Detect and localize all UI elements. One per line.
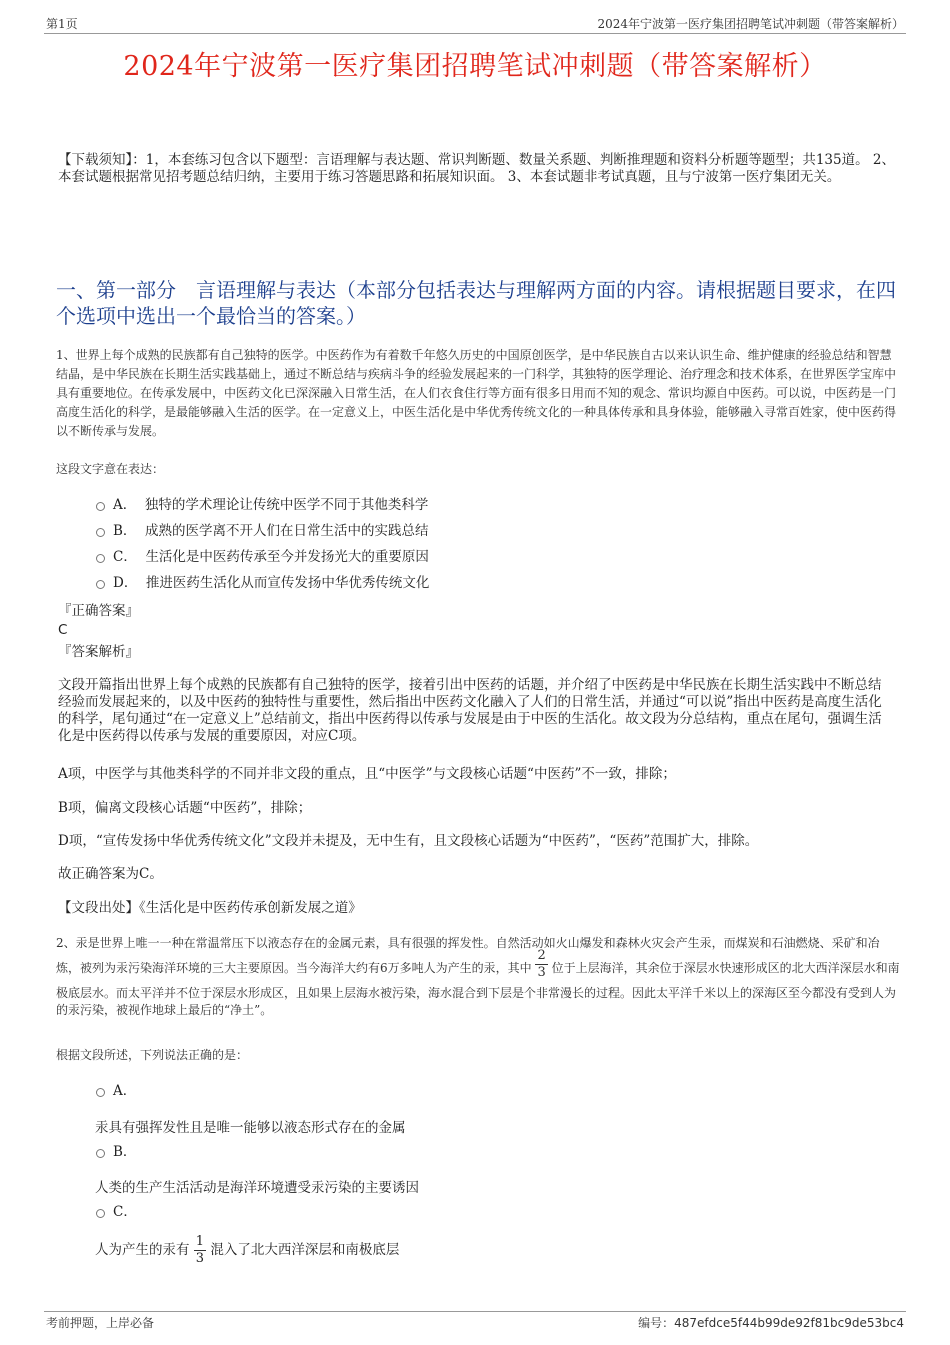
answer-value: C xyxy=(58,622,68,638)
download-notice: 【下载须知】：1，本套练习包含以下题型：言语理解与表达题、常识判断题、数量关系题、判断推理题和资料分析题等题型；共135道。 2、本套试题根据常见招考题总结归纳，主要用于练习答题思路和拓展知识面。 3、本套试题非考试真题，且与宁波第一医疗集团无关。 xyxy=(58,152,895,185)
option-text: 生活化是中医药传承至今并发扬光大的重要原因 xyxy=(145,549,429,565)
option-label: D． xyxy=(113,575,138,591)
option-text: 独特的学术理论让传统中医学不同于其他类科学 xyxy=(144,497,429,513)
fraction-numerator: 2 xyxy=(537,948,546,963)
q1-option-b[interactable] xyxy=(96,523,429,540)
option-label: A． xyxy=(113,1083,137,1099)
option-label: C． xyxy=(113,1204,137,1220)
q2-text-part-b: 位于上层海洋，其余位于深层水快速形成区的北大西洋深层水和南极底层水。而太平洋并不位于深层水形成区，且如果上层海水被污染，海水混合到下层是个非常漫长的过程。因此太平洋千米以上的深海区至今都没有受到人为的汞污染，被视作地球上最后的“净土”。 xyxy=(56,961,900,1017)
question-1-prompt: 这段文字意在表达： xyxy=(56,462,165,476)
radio-icon[interactable] xyxy=(96,1209,105,1218)
q2-option-b-text: 人类的生产生活活动是海洋环境遭受汞污染的主要诱因 xyxy=(95,1180,419,1196)
q2-option-b[interactable] xyxy=(96,1144,136,1161)
radio-icon[interactable] xyxy=(96,554,105,563)
fraction xyxy=(194,1234,206,1267)
footer-slogan: 考前押题，上岸必备 xyxy=(46,1316,155,1330)
option-label: B． xyxy=(113,523,137,539)
q1-option-d[interactable] xyxy=(96,575,429,592)
q1-option-a[interactable] xyxy=(96,497,428,514)
question-2-prompt: 根据文段所述，下列说法正确的是： xyxy=(56,1048,249,1062)
q2-option-a-text: 汞具有强挥发性且是唯一能够以液态形式存在的金属 xyxy=(95,1120,406,1136)
analysis-paragraph: 故正确答案为C。 xyxy=(58,866,163,882)
option-label: B． xyxy=(113,1144,137,1160)
q2-option-c[interactable] xyxy=(96,1204,137,1221)
fraction-denominator: 3 xyxy=(537,965,546,980)
question-1-text: 1、世界上每个成熟的民族都有自己独特的医学。中医药作为有着数千年悠久历史的中国原创医学，是中华民族自古以来认识生命、维护健康的经验总结和智慧结晶，是中华民族在长期生活实践基础上，通过不断总结与疾病斗争的经验发展起来的一门科学，其独特的医学理论、治疗理念和技术体系，在世界医学宝库中具有重要地位。在传承发展中，中医药文化已深深融入日常生活，在人们衣食住行等方面有很多日用而不知的观念、常识均源自中医药。可以说，中医药是一门高度生活化的科学，是最能够融入生活的医学。在一定意义上，中医生活化是中华优秀传统文化的一种具体传承和具身体验，能够融入寻常百姓家，使中医药得以不断传承与发展。 xyxy=(56,348,897,438)
fraction-denominator: 3 xyxy=(195,1251,205,1266)
analysis-paragraph: B项，偏离文段核心话题“中医药”，排除； xyxy=(58,800,312,816)
footer-divider xyxy=(44,1311,906,1312)
option-label: A． xyxy=(113,497,137,513)
option-text-part-a: 人为产生的汞有 xyxy=(95,1242,190,1258)
source-citation: 【文段出处】《生活化是中医药传承创新发展之道》 xyxy=(58,900,362,916)
footer-doc-id: 编号：487efdce5f44b99de92f81bc9de53bc4 xyxy=(638,1316,904,1330)
fraction xyxy=(535,948,547,981)
analysis-paragraph: 文段开篇指出世界上每个成熟的民族都有自己独特的医学，接着引出中医药的话题，并介绍了中医药是中华民族在长期生活实践中不断总结经验而发展起来的，以及中医药的独特性与重要性，然后指出中医药文化融入了人们的日常生活，并通过“可以说”指出中医药是高度生活化的科学，尾句通过“在一定意义上”总结前文，指出中医药得以传承与发展是由于中医的生活化。故文段为分总结构，重点在尾句，强调生活化是中医药得以传承与发展的重要原因，对应C项。 xyxy=(58,677,882,744)
page-number: 第1页 xyxy=(46,17,78,31)
page-title: 2024年宁波第一医疗集团招聘笔试冲刺题（带答案解析） xyxy=(123,51,827,82)
header-doc-title: 2024年宁波第一医疗集团招聘笔试冲刺题（带答案解析） xyxy=(597,17,904,31)
option-label: C． xyxy=(113,549,137,565)
header-divider xyxy=(44,33,906,34)
analysis-paragraph: A项，中医学与其他类科学的不同并非文段的重点，且“中医学”与文段核心话题“中医药”不一致，排除； xyxy=(58,766,676,782)
q2-option-a[interactable] xyxy=(96,1083,136,1100)
option-text: 推进医药生活化从而宣传发扬中华优秀传统文化 xyxy=(145,575,430,591)
radio-icon[interactable] xyxy=(96,580,105,589)
option-text: 成熟的医学离不开人们在日常生活中的实践总结 xyxy=(145,523,429,539)
analysis-label: 『答案解析』 xyxy=(58,644,139,660)
answer-label: 『正确答案』 xyxy=(58,603,139,619)
radio-icon[interactable] xyxy=(96,1149,105,1158)
q2-option-c-text xyxy=(95,1234,399,1267)
radio-icon[interactable] xyxy=(96,1088,105,1097)
question-2-text xyxy=(56,935,902,1019)
radio-icon[interactable] xyxy=(96,528,105,537)
q2-text-part-a: 2、汞是世界上唯一一种在常温常压下以液态存在的金属元素，具有很强的挥发性。自然活动如火山爆发和森林火灾会产生汞，而煤炭和石油燃烧、采矿和冶炼，被列为汞污染海洋环境的三大主要原因。当今海洋大约有6万多吨人为产生的汞，其中 xyxy=(56,936,880,975)
section-title: 一、第一部分 言语理解与表达（本部分包括表达与理解两方面的内容。请根据题目要求，在四个选项中选出一个最恰当的答案。） xyxy=(56,278,896,328)
analysis-paragraph: D项，“宣传发扬中华优秀传统文化”文段并未提及，无中生有，且文段核心话题为“中医药”，“医药”范围扩大，排除。 xyxy=(58,833,759,849)
option-text-part-b: 混入了北大西洋深层和南极底层 xyxy=(210,1242,400,1258)
fraction-numerator: 1 xyxy=(195,1234,205,1249)
radio-icon[interactable] xyxy=(96,502,105,511)
q1-option-c[interactable] xyxy=(96,549,429,566)
